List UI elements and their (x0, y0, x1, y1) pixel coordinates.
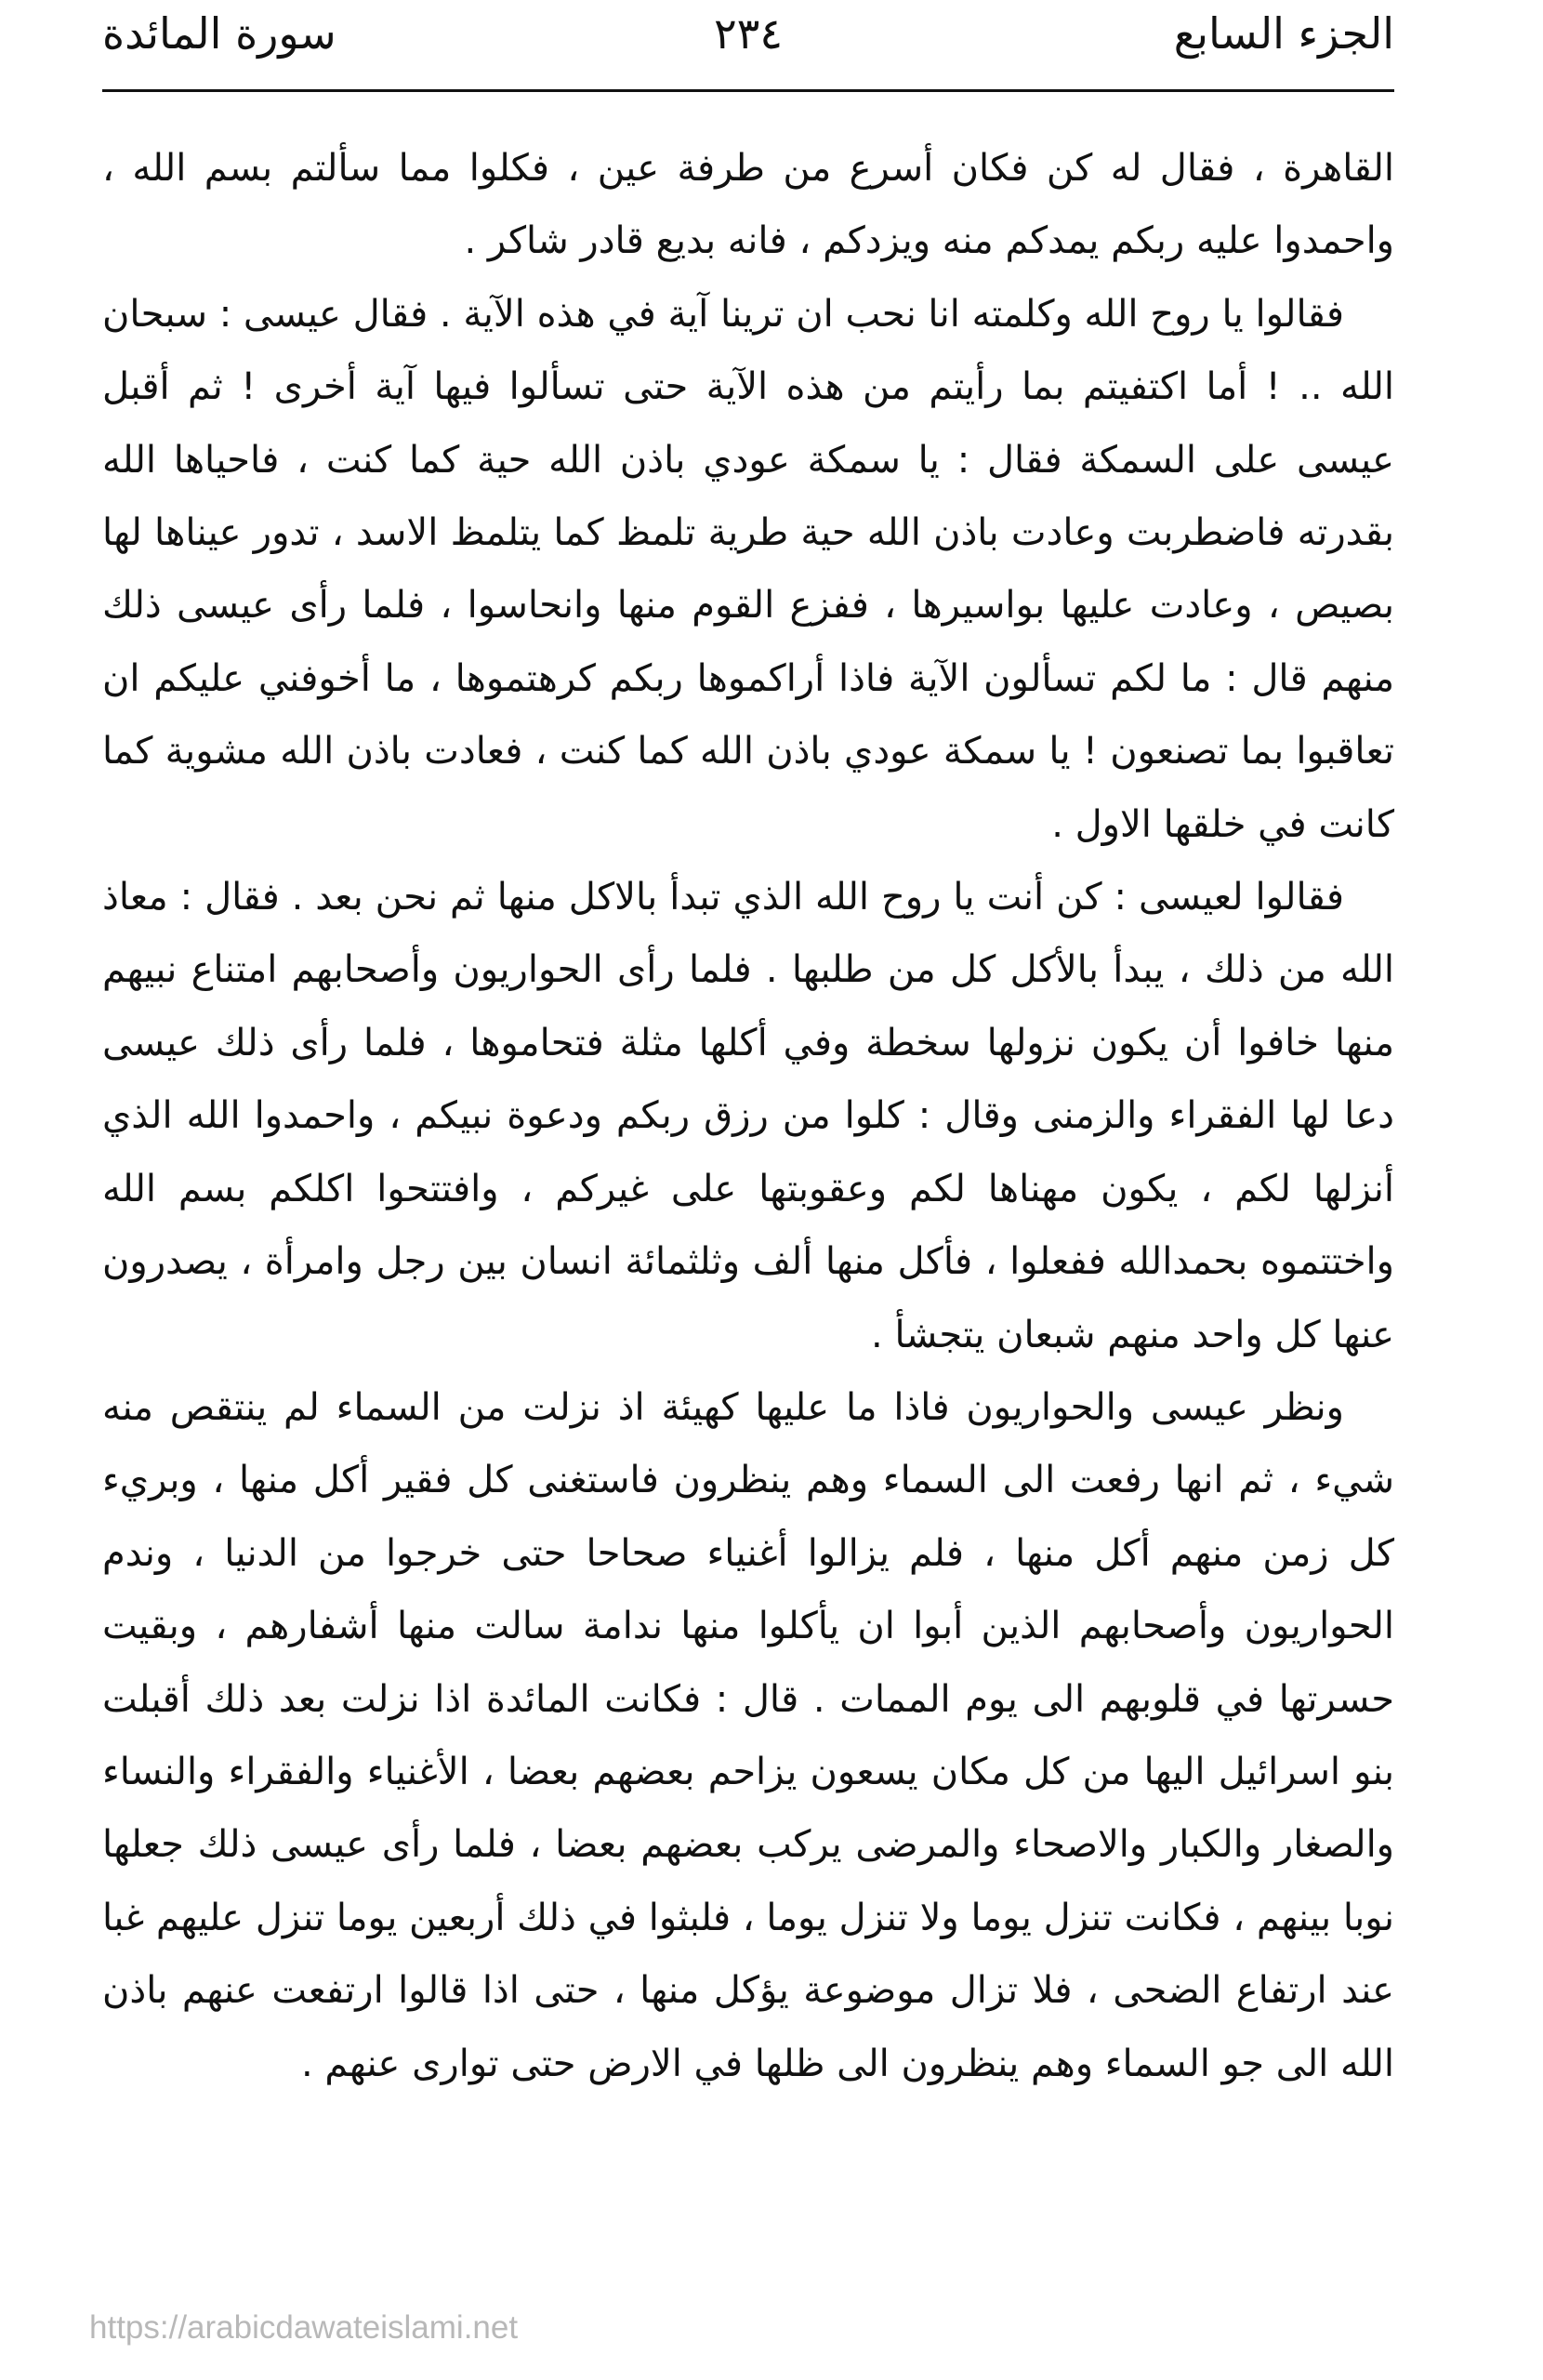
paragraph-4: ونظر عيسى والحواريون فاذا ما عليها كهيئة اذ نزلت من السماء لم ينتقص منه شيء ، ثم انها رفعت الى السماء وهم ينظرون فاستغنى كل فقير أكل منها ، وبريء كل زمن منهم أكل منها ، فلم يزالوا أغنياء صحاحا حتى خرجوا من الدنيا ، وندم الحواريون وأصحابهم الذين أبوا ان يأكلوا منها ندامة سالت منها أشفارهم ، وبقيت حسرتها في قلوبهم الى يوم الممات . قال : فكانت المائدة اذا نزلت بعد ذلك أقبلت بنو اسرائيل اليها من كل مكان يسعون يزاحم بعضهم بعضا ، الأغنياء والفقراء والنساء والصغار والكبار والاصحاء والمرضى يركب بعضهم بعضا ، فلما رأى عيسى ذلك جعلها نوبا بينهم ، فكانت تنزل يوما ولا تنزل يوما ، فلبثوا في ذلك أربعين يوما تنزل عليهم غبا عند ارتفاع الضحى ، فلا تزال موضوعة يؤكل منها ، حتى اذا قالوا ارتفعت عنهم باذن الله الى جو السماء وهم ينظرون الى ظلها في الارض حتى توارى عنهم . (102, 1385, 1394, 2085)
page-number: ٢٣٤ (713, 8, 784, 59)
page-header (102, 0, 1394, 86)
paragraph-3: فقالوا لعيسى : كن أنت يا روح الله الذي تبدأ بالاكل منها ثم نحن بعد . فقال : معاذ الله من ذلك ، يبدأ بالأكل كل من طلبها . فلما رأى الحواريون وأصحابهم امتناع نبيهم منها خافوا أن يكون نزولها سخطة وفي أكلها مثلة فتحاموها ، فلما رأى ذلك عيسى دعا لها الفقراء والزمنى وقال : كلوا من رزق ربكم ودعوة نبيكم ، واحمدوا الله الذي أنزلها لكم ، يكون مهناها لكم وعقوبتها على غيركم ، وافتتحوا اكلكم بسم الله واختتموه بحمدالله ففعلوا ، فأكل منها ألف وثلثمائة انسان بين رجل وامرأة ، يصدرون عنها كل واحد منهم شبعان يتجشأ . (102, 876, 1394, 1356)
surah-label: سورة المائدة (102, 8, 336, 59)
header-divider (102, 89, 1394, 92)
paragraph-1: القاهرة ، فقال له كن فكان أسرع من طرفة عين ، فكلوا مما سألتم بسم الله ، واحمدوا عليه ربكم يمدكم منه ويزدكم ، فانه بديع قادر شاكر . (102, 147, 1394, 263)
paragraph-2: فقالوا يا روح الله وكلمته انا نحب ان ترينا آية في هذه الآية . فقال عيسى : سبحان الله .. ! أما اكتفيتم بما رأيتم من هذه الآية حتى تسألوا فيها آية أخرى ! ثم أقبل عيسى على السمكة فقال : يا سمكة عودي باذن الله حية كما كنت ، فاحياها الله بقدرته فاضطربت وعادت باذن الله حية طرية تلمظ كما يتلمظ الاسد ، تدور عيناها لها بصيص ، وعادت عليها بواسيرها ، ففزع القوم منها وانحاسوا ، فلما رأى عيسى ذلك منهم قال : ما لكم تسألون الآية فاذا أراكموها ربكم كرهتموها ، ما أخوفني عليكم ان تعاقبوا بما تصنعون ! يا سمكة عودي باذن الله كما كنت ، فعادت باذن الله مشوية كما كانت في خلقها الاول . (102, 292, 1394, 846)
juz-label: الجزء السابع (1173, 8, 1394, 59)
watermark-url: https://arabicdawateislami.net (89, 2309, 519, 2346)
page-body (102, 132, 1394, 2100)
